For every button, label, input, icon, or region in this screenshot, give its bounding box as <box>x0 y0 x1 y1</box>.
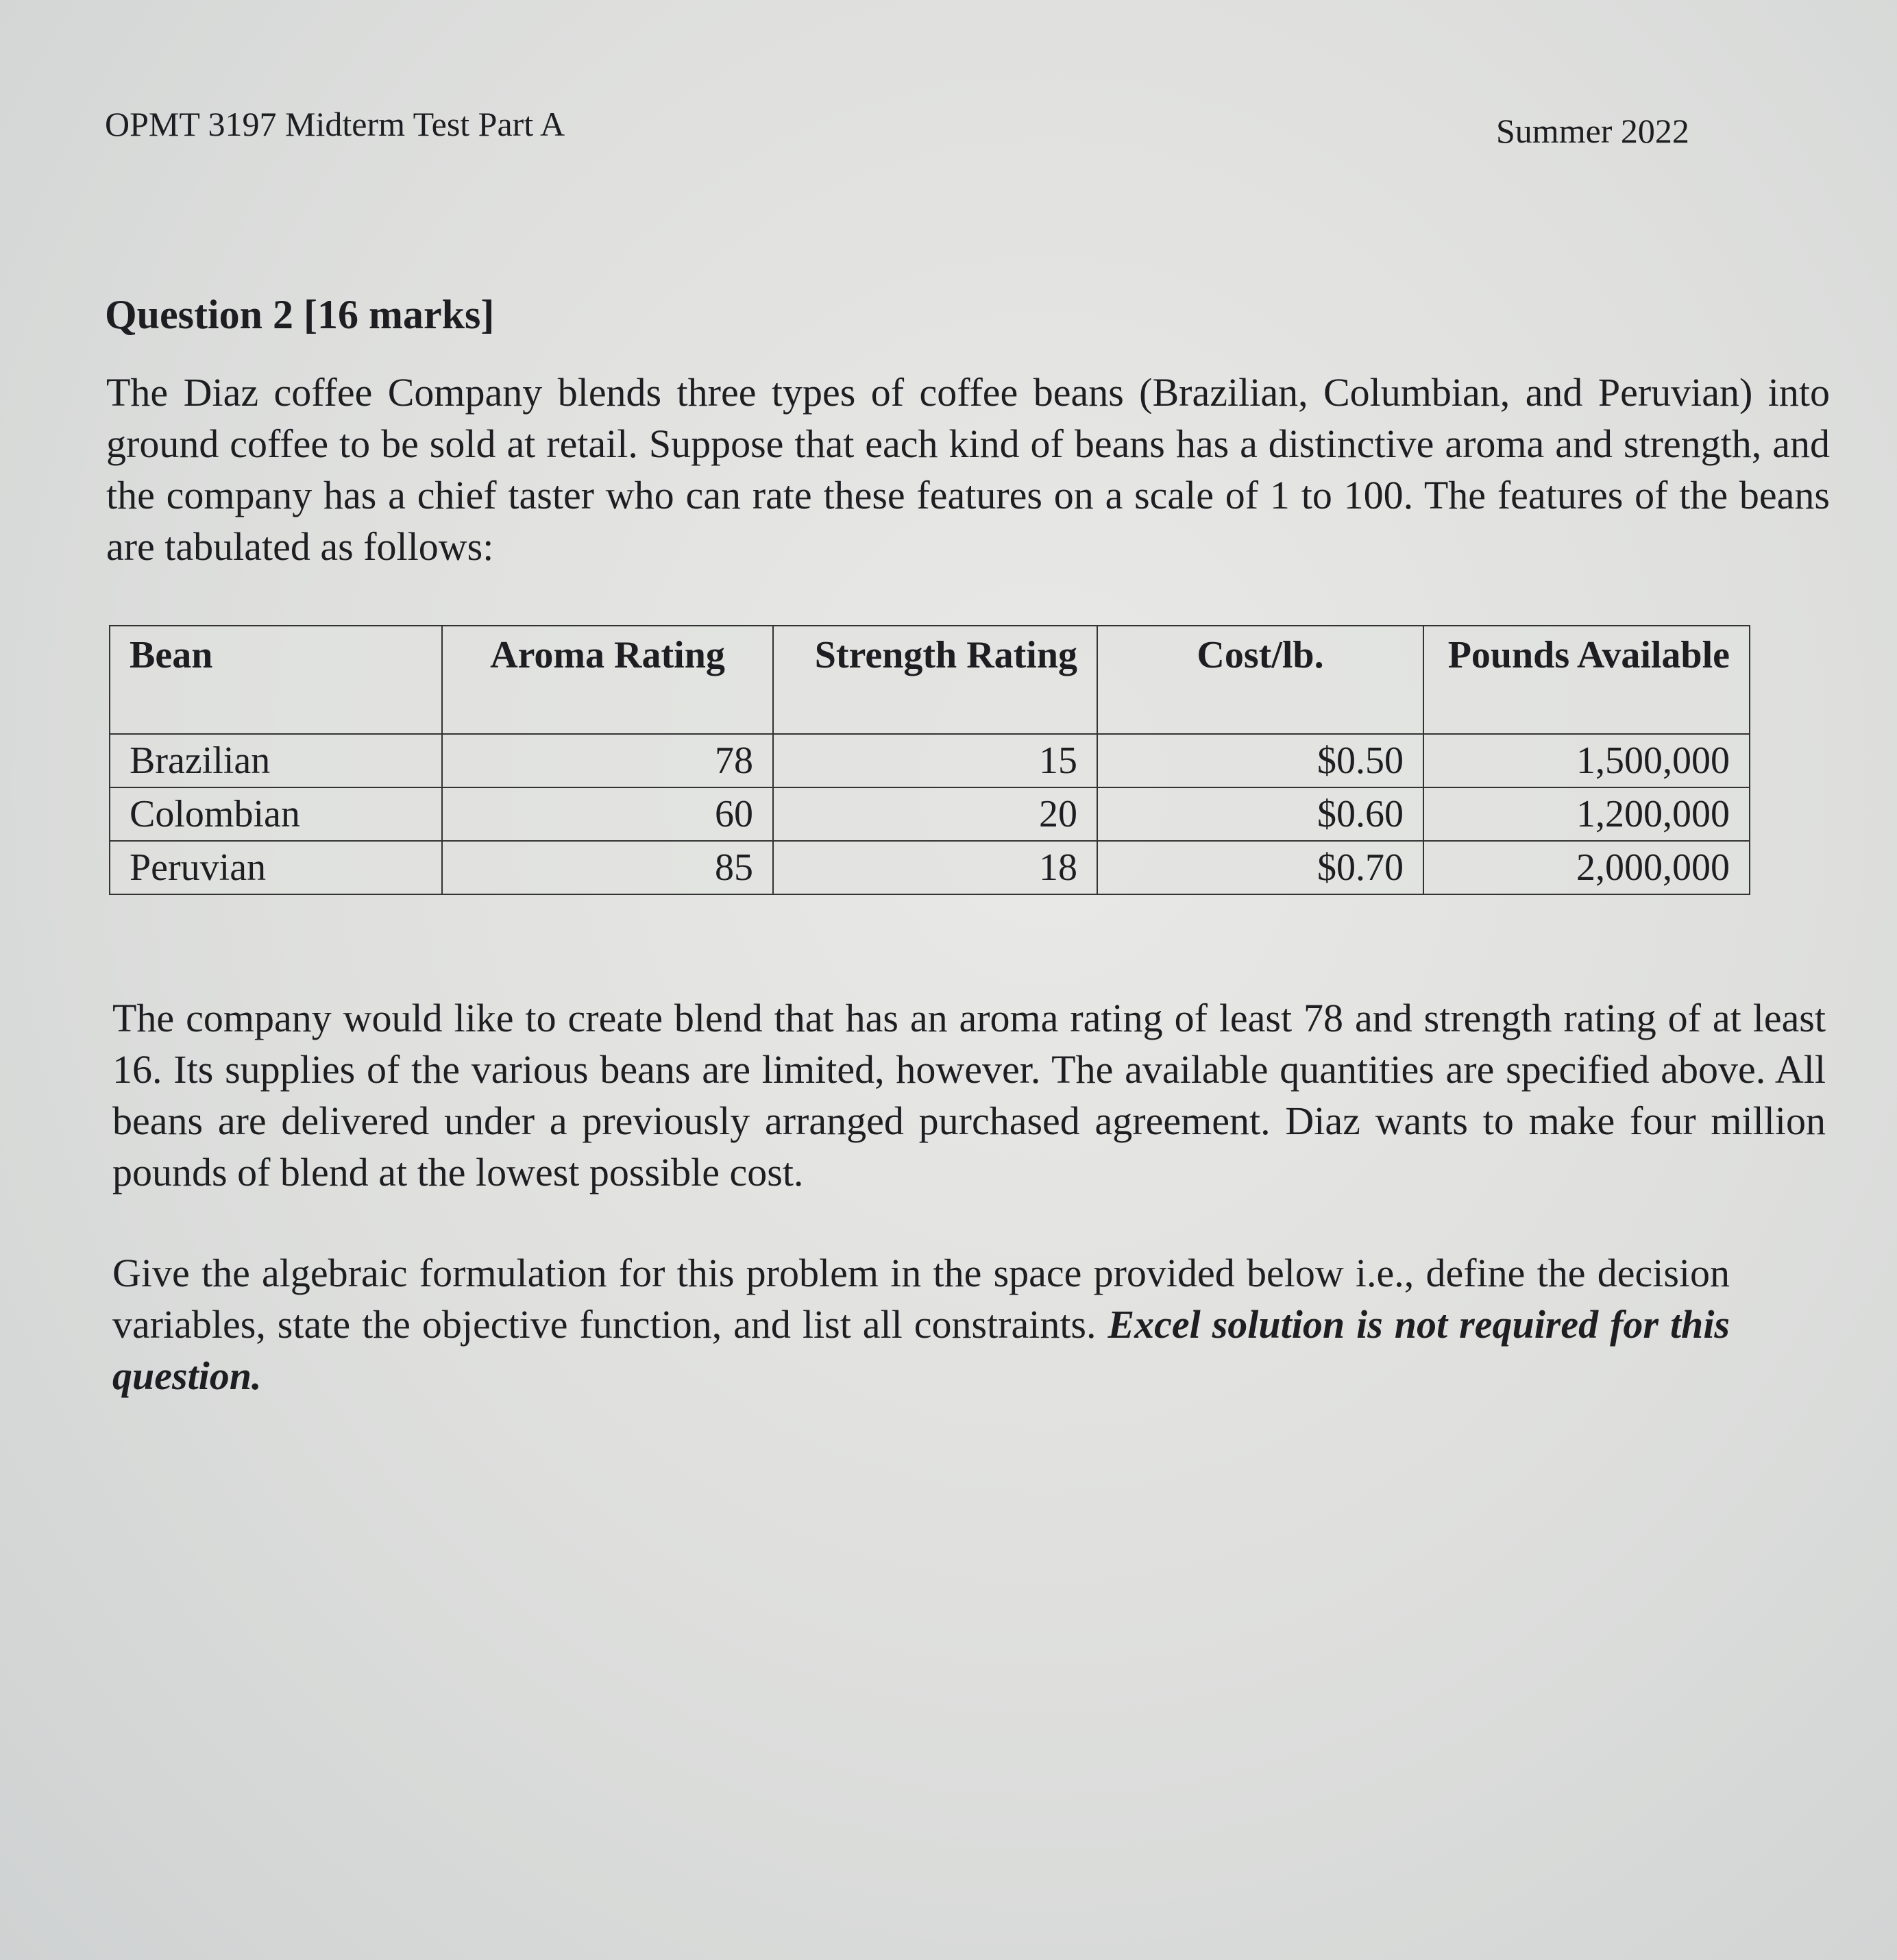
cell: 18 <box>773 841 1097 894</box>
instruction-text: Give the algebraic formulation for this problem in the space provided below i.e., define the decision variables, state the objective function, and list all constraints. <box>112 1251 1730 1347</box>
cell: 1,200,000 <box>1423 787 1750 841</box>
document-header-course: OPMT 3197 Midterm Test Part A <box>105 105 565 143</box>
cell: Peruvian <box>110 841 442 894</box>
cell: $0.70 <box>1097 841 1423 894</box>
table-row <box>110 841 1750 894</box>
question-intro: The Diaz coffee Company blends three types of coffee beans (Brazilian, Columbian, and Peruvian) into ground coffee to be sold at retail. Suppose that each kind of beans has a distinctive aroma and strength, and the company has a chief taster who can rate these features on a scale of 1 to 100. The features of the beans are tabulated as follows: <box>106 370 1830 569</box>
cell: $0.60 <box>1097 787 1423 841</box>
column-header-pounds: Pounds Available <box>1423 626 1750 734</box>
instruction-emphasis: Excel solution is not required for this question. <box>112 1302 1730 1398</box>
cell: 20 <box>773 787 1097 841</box>
question-instruction <box>112 1247 1730 1401</box>
column-header-aroma: Aroma Rating <box>442 626 773 734</box>
cell: $0.50 <box>1097 734 1423 787</box>
column-header-cost: Cost/lb. <box>1097 626 1423 734</box>
cell: 78 <box>442 734 773 787</box>
document-header-term: Summer 2022 <box>1496 112 1689 150</box>
bean-features-table <box>109 625 1750 895</box>
cell: Colombian <box>110 787 442 841</box>
cell: 85 <box>442 841 773 894</box>
column-header-bean: Bean <box>110 626 442 734</box>
column-header-strength: Strength Rating <box>773 626 1097 734</box>
question-body: The company would like to create blend that has an aroma rating of least 78 and strength rating of at least 16. Its supplies of the various beans are limited, however. The available quantities are specified above. All beans are delivered under a previously arranged purchased agreement. Diaz wants to make four million pounds of blend at the lowest possible cost. <box>112 996 1826 1195</box>
table-row <box>110 734 1750 787</box>
cell: 1,500,000 <box>1423 734 1750 787</box>
cell: 2,000,000 <box>1423 841 1750 894</box>
cell: 60 <box>442 787 773 841</box>
cell: Brazilian <box>110 734 442 787</box>
question-title: Question 2 [16 marks] <box>105 292 495 337</box>
table-row <box>110 787 1750 841</box>
table-header-row <box>110 626 1750 734</box>
cell: 15 <box>773 734 1097 787</box>
